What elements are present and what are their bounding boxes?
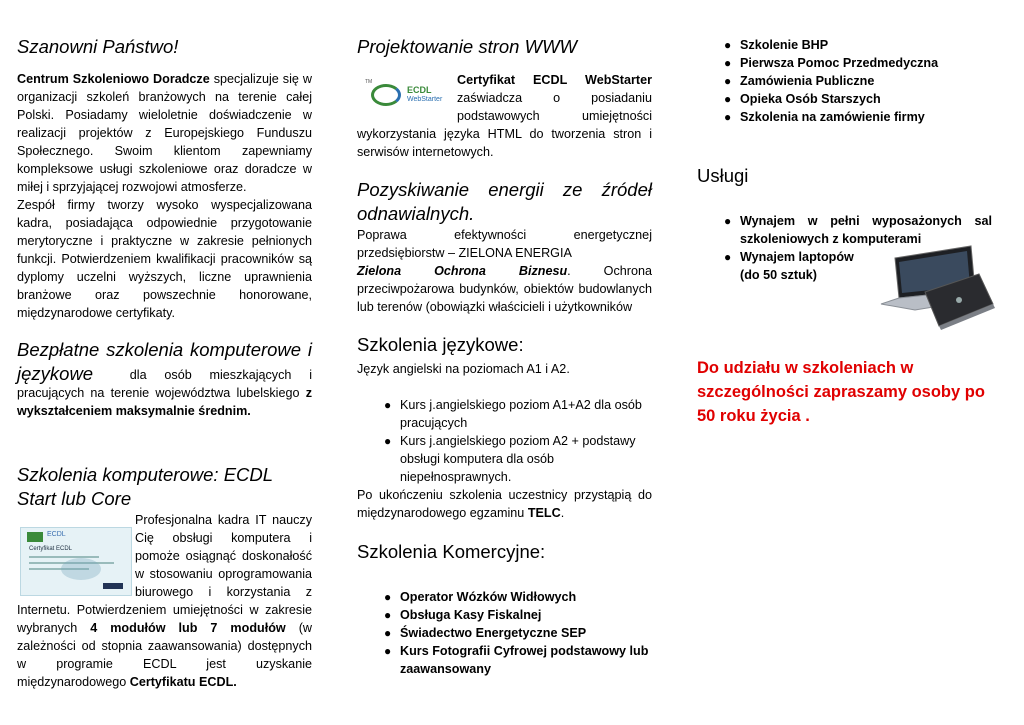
- free-training-paragraph: dla osób mieszkających i pracujących na terenie województwa lubelskiego z wykształceniem maksymalnie średnim.: [17, 368, 312, 418]
- list-item: ● Wynajem laptopów (do 50 sztuk): [724, 250, 854, 282]
- list-item: ● Zamówienia Publiczne: [724, 74, 875, 88]
- list-item: ● Obsługa Kasy Fiskalnej: [384, 608, 542, 622]
- cert-logo-text: ECDL: [47, 531, 66, 538]
- welcome-title: Szanowni Państwo!: [17, 36, 179, 57]
- ecdl-webstarter-logo: TM ECDL WebStarter: [365, 79, 445, 109]
- ecdl-title: Szkolenia komputerowe: ECDL Start lub Core: [17, 464, 273, 509]
- team-paragraph: Zespół firmy tworzy wysoko wyspecjalizowana kadra, posiadająca odpowiednie przygotowanie merytoryczne i praktyczne w zakresie pełnionych funkcji. Potwierdzeniem kwalifikacji pracowników są dyplomy uczelni wyższych, liczne uprawnienia branżowe oraz powszechnie honorowane, międzynarodowe certyfikaty.: [17, 198, 312, 320]
- invitation-text: Do udziału w szkoleniach w szczególności zapraszamy osoby po 50 roku życia .: [697, 359, 985, 425]
- commercial-title: Szkolenia Komercyjne:: [357, 541, 546, 562]
- list-item: ● Kurs j.angielskiego poziom A1+A2 dla osób pracujących: [384, 398, 642, 430]
- list-item: ● Operator Wózków Widłowych: [384, 590, 577, 604]
- list-item: ● Kurs Fotografii Cyfrowej podstawowy lub zaawansowany: [384, 644, 649, 676]
- webstarter-paragraph: Certyfikat ECDL WebStarter zaświadcza o posiadaniu podstawowych umiejętności wykorzystania języka HTML do tworzenia stron i serwisów internetowych.: [357, 73, 652, 159]
- cert-label: Certyfikat ECDL: [29, 546, 73, 552]
- commercial-list: [384, 588, 652, 678]
- list-item: ● Wynajem w pełni wyposażonych sal szkoleniowych z komputerami: [724, 214, 992, 246]
- list-item: ● Opieka Osób Starszych: [724, 92, 881, 106]
- laptops-image: [875, 244, 997, 330]
- laptops-icon: [875, 244, 997, 330]
- training-list: [724, 36, 997, 126]
- energy-paragraph: Poprawa efektywności energetycznej przedsiębiorstw – ZIELONA ENERGIA Zielona Ochrona Biznesu. Ochrona przeciwpożarowa budynków, obiektów budowlanych lub terenów (obowiązki właścicieli i użytkowników: [357, 228, 652, 314]
- www-title: Projektowanie stron WWW: [357, 36, 577, 57]
- list-item: ● Szkolenia na zamówienie firmy: [724, 110, 925, 124]
- list-item: ● Kurs j.angielskiego poziom A2 + podstawy obsługi komputera dla osób niepełnosprawnych.: [384, 434, 636, 484]
- language-outro: Po ukończeniu szkolenia uczestnicy przystąpią do międzynarodowego egzaminu TELC.: [357, 488, 652, 520]
- energy-title: Pozyskiwanie energii ze źródeł odnawialnych.: [357, 179, 652, 224]
- free-training-title: Bezpłatne szkolenia komputerowe i językowe: [17, 339, 312, 384]
- ecdl-paragraph: Profesjonalna kadra IT nauczy Cię obsługi komputera i pomoże osiągnąć doskonałość w stosowaniu oprogramowania biurowego i korzystania z Internetu. Potwierdzeniem umiejętności w zakresie wybranych 4 modułów lub 7 modułów (w zależności od stopnia zaawansowania) dostępnych w programie ECDL jest uzyskanie międzynarodowego Certyfikatu ECDL.: [17, 513, 312, 689]
- language-intro: Język angielski na poziomach A1 i A2.: [357, 362, 570, 376]
- language-list: [384, 396, 652, 486]
- services-title: Usługi: [697, 165, 749, 186]
- language-title: Szkolenia językowe:: [357, 334, 524, 355]
- list-item: ● Szkolenie BHP: [724, 38, 829, 52]
- list-item: ● Świadectwo Energetyczne SEP: [384, 626, 587, 640]
- intro-paragraph: Centrum Szkoleniowo Doradcze specjalizuje się w organizacji szkoleń branżowych na terenie całej Polski. Posiadamy wieloletnie doświadczenie w realizacji projektów z Europejskiego Funduszu Społecznego. Swoim klientom zapewniamy kompleksowe usługi szkoleniowe oraz doradcze w miłej i sprzyjającej rozwojowi atmosferze.: [17, 72, 312, 194]
- list-item: ● Pierwsza Pomoc Przedmedyczna: [724, 56, 939, 70]
